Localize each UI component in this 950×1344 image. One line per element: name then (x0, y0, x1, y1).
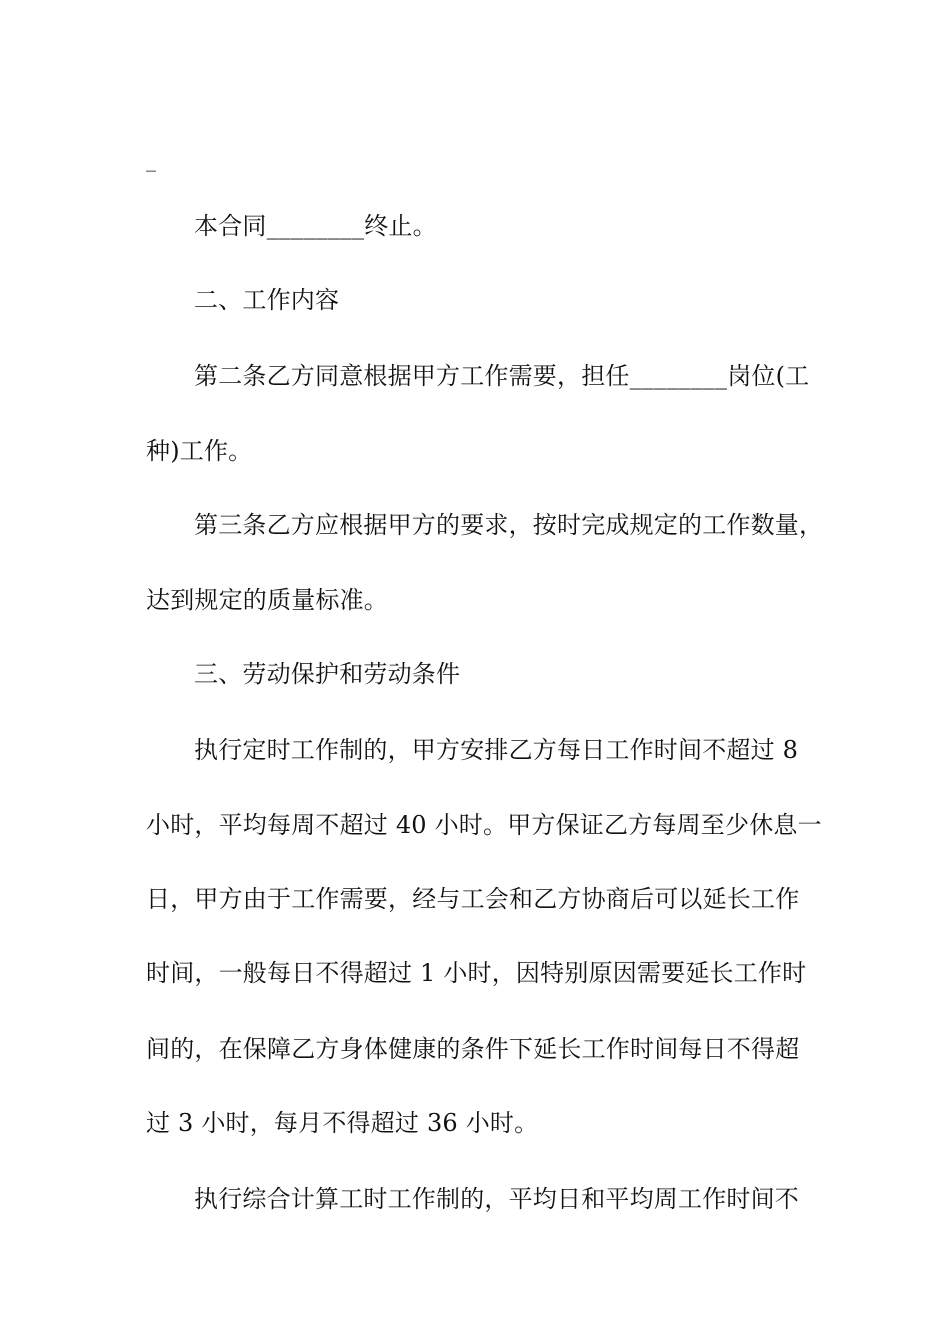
section-heading-labor-protection: 三、劳动保护和劳动条件 (194, 660, 461, 688)
paragraph-line-article-2-cont: 种)工作。 (146, 437, 253, 465)
stray-mark: _ (146, 148, 156, 172)
paragraph-line-standard-hours-3: 日，甲方由于工作需要，经与工会和乙方协商后可以延长工作 (146, 885, 800, 913)
section-heading-work-content: 二、工作内容 (194, 286, 340, 314)
paragraph-line-article-2: 第二条乙方同意根据甲方工作需要，担任________岗位(工 (194, 362, 810, 390)
paragraph-line-standard-hours-2: 小时，平均每周不超过 40 小时。甲方保证乙方每周至少休息一 (146, 811, 822, 839)
paragraph-line-article-3: 第三条乙方应根据甲方的要求，按时完成规定的工作数量， (194, 511, 824, 539)
paragraph-line-contract-term: 本合同________终止。 (194, 212, 437, 240)
paragraph-line-standard-hours: 执行定时工作制的，甲方安排乙方每日工作时间不超过 8 (194, 736, 799, 764)
paragraph-line-article-3-cont: 达到规定的质量标准。 (146, 586, 388, 614)
paragraph-line-standard-hours-4: 时间，一般每日不得超过 1 小时，因特别原因需要延长工作时 (146, 959, 807, 987)
paragraph-line-standard-hours-5: 间的，在保障乙方身体健康的条件下延长工作时间每日不得超 (146, 1035, 800, 1063)
paragraph-line-standard-hours-6: 过 3 小时，每月不得超过 36 小时。 (146, 1109, 539, 1137)
paragraph-line-comprehensive-hours: 执行综合计算工时工作制的，平均日和平均周工作时间不 (194, 1185, 799, 1213)
